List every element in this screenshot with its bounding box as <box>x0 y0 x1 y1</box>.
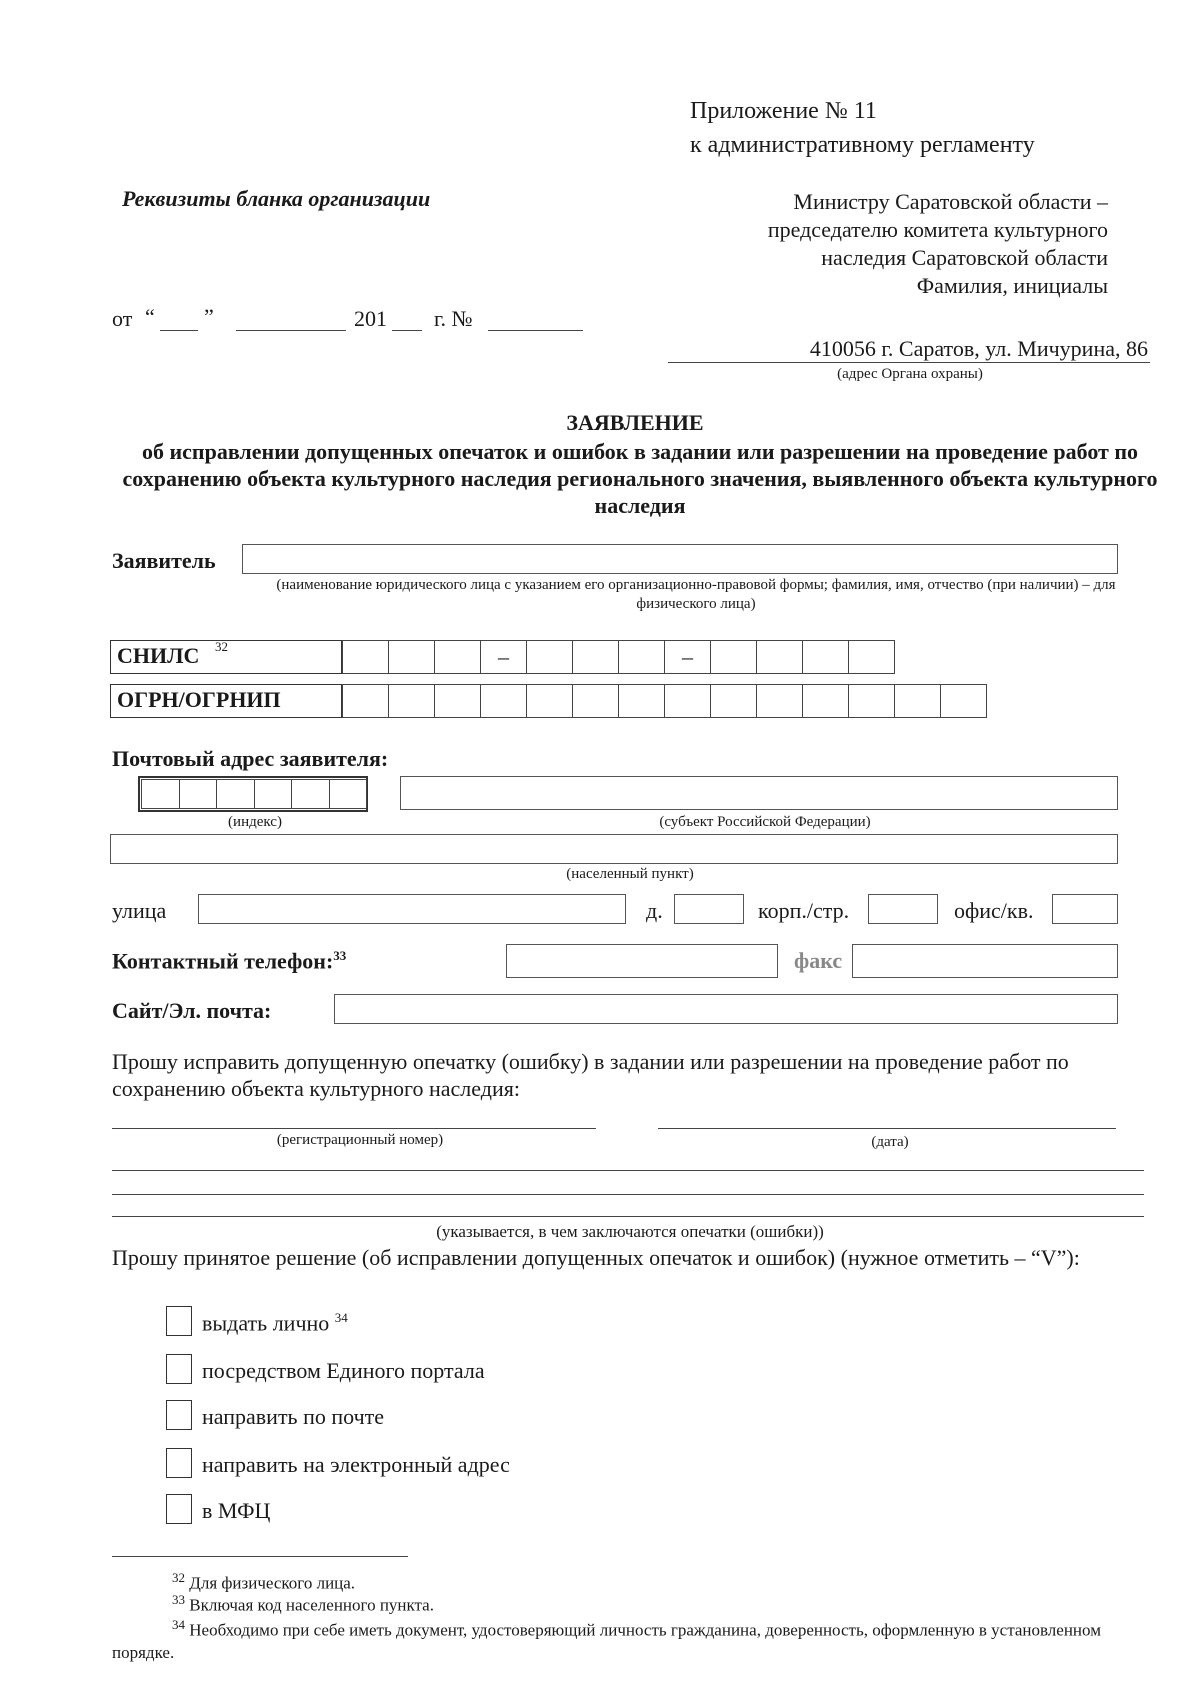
recipient-block <box>660 188 1108 300</box>
locality-field[interactable] <box>110 834 1118 864</box>
option-mfc-checkbox[interactable] <box>166 1494 192 1524</box>
snils-digit-cell[interactable] <box>526 640 573 674</box>
phone-label-text: Контактный телефон: <box>112 948 334 974</box>
postal-index-digit-cell[interactable] <box>216 779 255 809</box>
postal-index-caption: (индекс) <box>228 814 282 830</box>
recipient-line-2: председателю комитета культурного <box>767 217 1108 242</box>
appendix-regulation: к административному регламенту <box>690 132 1035 158</box>
office-field[interactable] <box>1052 894 1118 924</box>
errors-line-2[interactable] <box>112 1194 1144 1195</box>
permit-date-caption: (дата) <box>871 1134 909 1150</box>
snils-digit-cell[interactable] <box>848 640 895 674</box>
snils-digit-cell[interactable] <box>710 640 757 674</box>
street-field[interactable] <box>198 894 626 924</box>
option-mail-checkbox[interactable] <box>166 1400 192 1430</box>
document-subtitle: об исправлении допущенных опечаток и ошибок в задании или разрешении на проведение работ по сохранению объекта культурного наследия регионального значения, выявленного объекта культурного наследия <box>122 439 1158 518</box>
footnote-33-text: Включая код населенного пункта. <box>189 1595 434 1615</box>
applicant-caption: (наименование юридического лица с указанием его организационно-правовой формы; фамилия, имя, отчество (при наличии) – для физического лица) <box>276 577 1116 612</box>
snils-label-box <box>110 640 342 674</box>
house-label: д. <box>646 898 663 923</box>
footnote-separator <box>112 1556 408 1557</box>
errors-line-3[interactable] <box>112 1216 1144 1217</box>
footnote-33 <box>172 1592 434 1616</box>
date-quote-open: “ <box>145 304 155 329</box>
appendix-number: Приложение № 11 <box>690 98 877 124</box>
applicant-label: Заявитель <box>112 548 216 573</box>
phone-footnote-ref: 33 <box>333 948 347 963</box>
snils-digit-cell[interactable] <box>572 640 619 674</box>
snils-digit-cell[interactable] <box>756 640 803 674</box>
ogrn-digit-cell[interactable] <box>664 684 711 718</box>
option-in-person-footnote-ref: 34 <box>334 1310 348 1325</box>
option-mfc-label: в МФЦ <box>202 1498 271 1523</box>
office-label: офис/кв. <box>954 898 1034 923</box>
decision-text: Прошу принятое решение (об исправлении допущенных опечаток и ошибок) (нужное отметить – “V”): <box>112 1245 1080 1270</box>
snils-digit-cell[interactable] <box>802 640 849 674</box>
phone-label <box>112 948 346 974</box>
option-in-person-text: выдать лично <box>202 1310 330 1336</box>
snils-digit-cell[interactable] <box>388 640 435 674</box>
registration-number-caption: (регистрационный номер) <box>276 1132 444 1148</box>
option-in-person-checkbox[interactable] <box>166 1306 192 1336</box>
snils-digit-cell[interactable] <box>342 640 389 674</box>
street-label: улица <box>112 898 167 923</box>
document-title: ЗАЯВЛЕНИЕ <box>566 410 704 435</box>
footnote-34 <box>112 1614 1152 1664</box>
date-number-label: г. № <box>434 306 473 331</box>
snils-digit-cell[interactable] <box>434 640 481 674</box>
snils-separator: – <box>664 640 711 674</box>
permit-date-line[interactable] <box>658 1128 1116 1129</box>
registration-number-line[interactable] <box>112 1128 596 1129</box>
date-day-line[interactable] <box>160 330 198 331</box>
house-field[interactable] <box>674 894 744 924</box>
ogrn-digit-cell[interactable] <box>940 684 987 718</box>
ogrn-digit-cell[interactable] <box>618 684 665 718</box>
errors-line-1[interactable] <box>112 1170 1144 1171</box>
footnote-32 <box>172 1570 355 1594</box>
postal-index-digit-cell[interactable] <box>291 779 330 809</box>
date-year-line[interactable] <box>392 330 422 331</box>
fax-field[interactable] <box>852 944 1118 978</box>
authority-address-caption: (адрес Органа охраны) <box>837 366 983 382</box>
ogrn-digit-cell[interactable] <box>572 684 619 718</box>
option-in-person-label <box>202 1310 348 1336</box>
phone-field[interactable] <box>506 944 778 978</box>
option-portal-checkbox[interactable] <box>166 1354 192 1384</box>
applicant-field[interactable] <box>242 544 1118 574</box>
region-caption: (субъект Российской Федерации) <box>659 814 871 830</box>
recipient-line-3: наследия Саратовской области <box>821 245 1108 270</box>
snils-label: СНИЛС <box>117 643 200 668</box>
building-label: корп./стр. <box>758 898 850 923</box>
ogrn-digit-cell[interactable] <box>756 684 803 718</box>
date-number-line[interactable] <box>488 330 583 331</box>
option-email-label: направить на электронный адрес <box>202 1452 510 1477</box>
postal-index-digit-cell[interactable] <box>141 779 180 809</box>
ogrn-digit-cell[interactable] <box>480 684 527 718</box>
option-email-checkbox[interactable] <box>166 1448 192 1478</box>
website-email-field[interactable] <box>334 994 1118 1024</box>
ogrn-digit-cell[interactable] <box>894 684 941 718</box>
footnote-33-num: 33 <box>172 1592 185 1607</box>
postal-address-label: Почтовый адрес заявителя: <box>112 746 389 771</box>
postal-index-digit-cell[interactable] <box>179 779 218 809</box>
website-email-label: Сайт/Эл. почта: <box>112 998 272 1023</box>
ogrn-label: ОГРН/ОГРНИП <box>117 687 281 712</box>
recipient-line-1: Министру Саратовской области – <box>793 189 1108 214</box>
ogrn-digit-cell[interactable] <box>802 684 849 718</box>
snils-digit-cell[interactable] <box>618 640 665 674</box>
building-field[interactable] <box>868 894 938 924</box>
request-text: Прошу исправить допущенную опечатку (ошибку) в задании или разрешении на проведение работ по сохранению объекта культурного наследия: <box>112 1049 1069 1101</box>
snils-separator: – <box>480 640 527 674</box>
fax-label: факс <box>794 948 843 973</box>
footnote-32-num: 32 <box>172 1570 185 1585</box>
date-year-label: 201 <box>354 306 387 331</box>
ogrn-digit-cell[interactable] <box>526 684 573 718</box>
postal-index-digit-cell[interactable] <box>254 779 293 809</box>
option-mail-label: направить по почте <box>202 1404 385 1429</box>
org-requisites: Реквизиты бланка организации <box>122 186 431 211</box>
snils-footnote-ref: 32 <box>215 639 228 654</box>
date-month-line[interactable] <box>236 330 346 331</box>
errors-caption: (указывается, в чем заключаются опечатки (ошибки)) <box>436 1222 824 1241</box>
ogrn-label-box <box>110 684 342 718</box>
ogrn-digit-cell[interactable] <box>434 684 481 718</box>
option-portal-label: посредством Единого портала <box>202 1358 485 1383</box>
ogrn-digit-cell[interactable] <box>710 684 757 718</box>
locality-caption: (населенный пункт) <box>566 866 694 882</box>
recipient-line-4: Фамилия, инициалы <box>916 273 1108 298</box>
ogrn-digit-cell[interactable] <box>388 684 435 718</box>
footnote-34-text: Необходимо при себе иметь документ, удостоверяющий личность гражданина, доверенность, оформленную в установленном порядке. <box>112 1620 1101 1662</box>
footnote-32-text: Для физического лица. <box>189 1573 356 1593</box>
ogrn-digit-cell[interactable] <box>342 684 389 718</box>
date-from-label: от <box>112 306 133 331</box>
authority-address-line <box>668 362 1150 363</box>
postal-index-digit-cell[interactable] <box>329 779 368 809</box>
date-quote-close: ” <box>204 304 214 329</box>
authority-address: 410056 г. Саратов, ул. Мичурина, 86 <box>809 336 1148 361</box>
ogrn-digit-cell[interactable] <box>848 684 895 718</box>
region-field[interactable] <box>400 776 1118 810</box>
footnote-34-num: 34 <box>172 1617 185 1632</box>
